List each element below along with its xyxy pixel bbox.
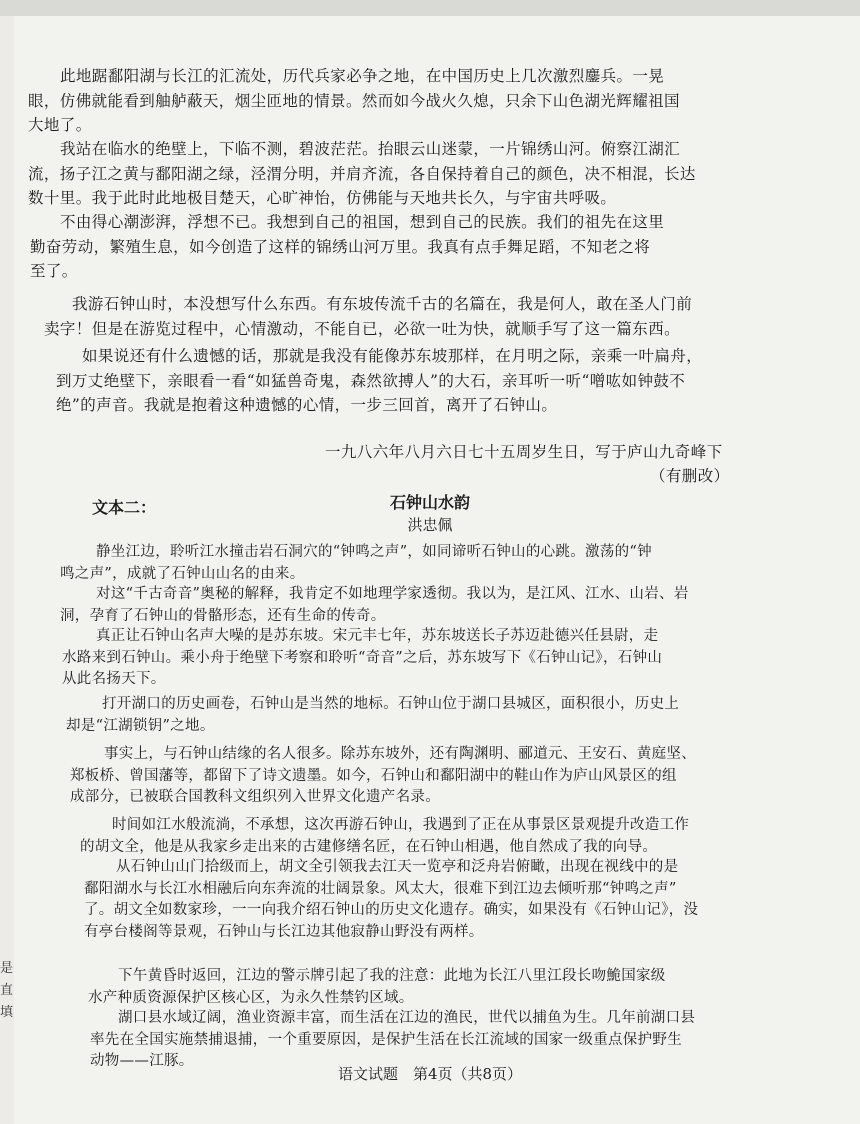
- paragraph-line: 成部分，已被联合国教科文组织列入世界文化遗产名录。: [70, 789, 440, 805]
- signature-line: 一九八六年八月六日七十五周岁生日，写于庐山九奇峰下: [325, 443, 723, 461]
- paragraph-first-line: 事实上，与石钟山结缘的名人很多。除苏东坡外，还有陶渊明、郦道元、王安石、黄庭坚、: [104, 746, 696, 762]
- paragraph-line: 鸣之声”，成就了石钟山山名的由来。: [60, 565, 305, 582]
- text-two-label: 文本二：: [92, 498, 157, 517]
- paragraph-line: 眼，仿佛就能看到舳舻蔽天，烟尘匝地的情景。然而如今战火久熄，只余下山色湖光辉耀祖国: [28, 91, 680, 110]
- paragraph-line: 鄱阳湖水与长江水相融后向东奔流的壮阔景象。风太大，很难下到江边去倾听那“钟鸣之声”: [84, 880, 677, 897]
- paragraph-line: 至了。: [30, 262, 78, 280]
- margin-fragment: 填: [0, 1005, 14, 1020]
- page-footer: 语文试题 第4页（共8页）: [337, 1065, 523, 1083]
- paragraph-first-line: 此地踞鄱阳湖与长江的汇流处，历代兵家必争之地，在中国历史上几次激烈鏖兵。一晃: [60, 67, 665, 85]
- margin-fragment: 直: [0, 983, 14, 998]
- paragraph-first-line: 我站在临水的绝壁上，下临不测，碧波茫茫。抬眼云山迷蒙，一片锦绣山河。俯察江湖汇: [60, 140, 681, 158]
- paragraph-first-line: 真正让石钟山名声大噪的是苏东坡。宋元丰七年，苏东坡送长子苏迈赴德兴任县尉，走: [96, 628, 659, 644]
- paragraph-line: 卖字！但是在游览过程中，心情激动，不能自已，必欲一吐为快，就顺手写了这一篇东西。: [44, 319, 681, 338]
- paragraph-first-line: 从石钟山山门拾级而上，胡文全引领我去江天一览亭和泛舟岩俯瞰，出现在视线中的是: [116, 859, 679, 875]
- paragraph-first-line: 不由得心潮澎湃，浮想不已。我想到自己的祖国，想到自己的民族。我们的祖先在这里: [60, 213, 665, 231]
- paragraph-line: 的胡文全，他是从我家乡走出来的古建修缮名匠，在石钟山相遇，他自然成了我的向导。: [80, 838, 658, 855]
- abridged-note: （有删改）: [650, 467, 730, 485]
- article-author: 洪忠佩: [407, 516, 453, 534]
- paragraph-first-line: 下午黄昏时返回，江边的警示牌引起了我的注意：此地为长江八里江段长吻鮠国家级: [118, 968, 666, 984]
- paragraph-line: 洞，孕育了石钟山的骨骼形态，还有生命的传奇。: [60, 607, 386, 624]
- paragraph-first-line: 静坐江边，聆听江水撞击岩石洞穴的“钟鸣之声”，如同谛听石钟山的心跳。激荡的“钟: [96, 544, 652, 560]
- paragraph-line: 流，扬子江之黄与鄱阳湖之绿，泾渭分明，并肩齐流，各自保持着自己的颜色，决不相混，长达: [28, 164, 696, 183]
- paragraph-line: 率先在全国实施禁捕退捕，一个重要原因，是保护生活在长江流域的国家一级重点保护野生: [90, 1031, 682, 1048]
- paragraph-first-line: 我游石钟山时，本没想写什么东西。有东坡传流千古的名篇在，我是何人，敢在圣人门前: [72, 295, 693, 313]
- margin-fragment: 是: [0, 961, 14, 976]
- paragraph-line: 却是“江湖锁钥”之地。: [66, 717, 215, 734]
- paragraph-first-line: 如果说还有什么遗憾的话，那就是我没有能像苏东坡那样，在月明之际，亲乘一叶扁舟，: [82, 347, 703, 365]
- paragraph-first-line: 湖口县水域辽阔，渔业资源丰富，而生活在江边的渔民，世代以捕鱼为生。几年前湖口县: [118, 1010, 696, 1026]
- paragraph-line: 动物——江豚。: [90, 1053, 194, 1069]
- article-title: 石钟山水韵: [389, 493, 470, 512]
- paragraph-line: 到万丈绝壁下，亲眼看一看“如猛兽奇鬼，森然欲搏人”的大石，亲耳听一听“噌吰如钟鼓不: [56, 371, 686, 390]
- paragraph-line: 勤奋劳动，繁殖生息，如今创造了这样的锦绣山河万里。我真有点手舞足蹈，不知老之将: [30, 237, 651, 256]
- paragraph-line: 绝”的声音。我就是抱着这种遗憾的心情，一步三回首，离开了石钟山。: [56, 396, 558, 414]
- paragraph-line: 水产种质资源保护区核心区，为永久性禁钓区域。: [88, 989, 414, 1006]
- paragraph-line: 水路来到石钟山。乘小舟于绝壁下考察和聆听“奇音”之后，苏东坡写下《石钟山记》，石钟山: [62, 649, 663, 666]
- paragraph-first-line: 对这“千古奇音”奥秘的解释，我肯定不如地理学家透彻。我以为，是江风、江水、山岩、岩: [96, 586, 689, 602]
- paragraph-first-line: 打开湖口的历史画卷，石钟山是当然的地标。石钟山位于湖口县城区，面积很小，历史上: [102, 696, 680, 712]
- paragraph-line: 大地了。: [28, 116, 92, 134]
- paragraph-line: 从此名扬天下。: [62, 671, 166, 687]
- paragraph-line: 了。胡文全如数家珍，一一向我介绍石钟山的历史文化遗存。确实，如果没有《石钟山记》，没: [84, 902, 699, 918]
- paragraph-line: 有亭台楼阁等景观，石钟山与长江边其他寂静山野没有两样。: [84, 923, 484, 940]
- paragraph-line: 数十里。我于此时此地极目楚天，心旷神怡，仿佛能与天地共长久，与宇宙共呼吸。: [28, 189, 617, 207]
- paragraph-first-line: 时间如江水般流淌，不承想，这次再游石钟山，我遇到了正在从事景区景观提升改造工作: [112, 817, 690, 833]
- paragraph-line: 郑板桥、曾国藩等，都留下了诗文遗墨。如今，石钟山和鄱阳湖中的鞋山作为庐山风景区的组: [70, 767, 677, 784]
